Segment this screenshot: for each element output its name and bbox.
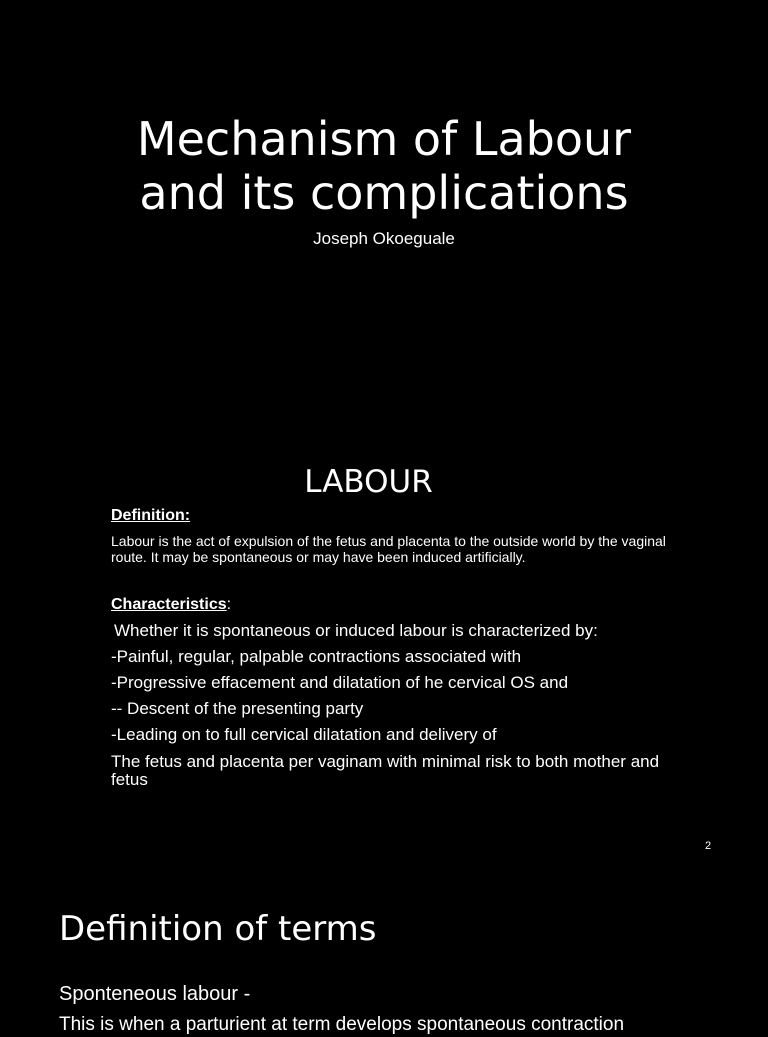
characteristic-line: -Painful, regular, palpable contractions associated with <box>111 647 522 666</box>
characteristic-line: Whether it is spontaneous or induced labour is characterized by: <box>114 621 598 640</box>
definition-of-terms-slide <box>0 875 768 1035</box>
characteristics-label <box>111 595 671 615</box>
presentation-title <box>0 112 768 220</box>
characteristic-line: -- Descent of the presenting party <box>111 699 364 718</box>
labour-slide <box>0 430 768 875</box>
definition-text: Labour is the act of expulsion of the fetus and placenta to the outside world by the vaginal route. It may be spontaneous or may have been induced artificially. <box>111 533 666 565</box>
term-definition: This is when a parturient at term develops spontaneous contraction <box>59 1014 625 1035</box>
title-line-1: Mechanism of Labour <box>136 112 632 166</box>
characteristics-label-text: Characteristics <box>111 596 227 613</box>
title-slide <box>0 0 768 430</box>
characteristic-line: -Leading on to full cervical dilatation and delivery of <box>111 725 497 744</box>
characteristic-line: -Progressive effacement and dilatation of he cervical OS and <box>111 673 569 692</box>
term-label: Sponteneous labour - <box>59 983 251 1005</box>
title-line-2: and its complications <box>139 166 629 220</box>
slide-number: 2 <box>704 840 712 852</box>
definition-label <box>111 506 671 526</box>
definition-label-text: Definition: <box>111 507 191 524</box>
slide-heading: Definition of terms <box>59 909 377 949</box>
characteristic-line: The fetus and placenta per vaginam with minimal risk to both mother and fetus <box>111 752 660 789</box>
author-name: Joseph Okoeguale <box>313 229 455 248</box>
slide-heading: LABOUR <box>304 464 433 500</box>
characteristics-colon: : <box>226 596 232 613</box>
